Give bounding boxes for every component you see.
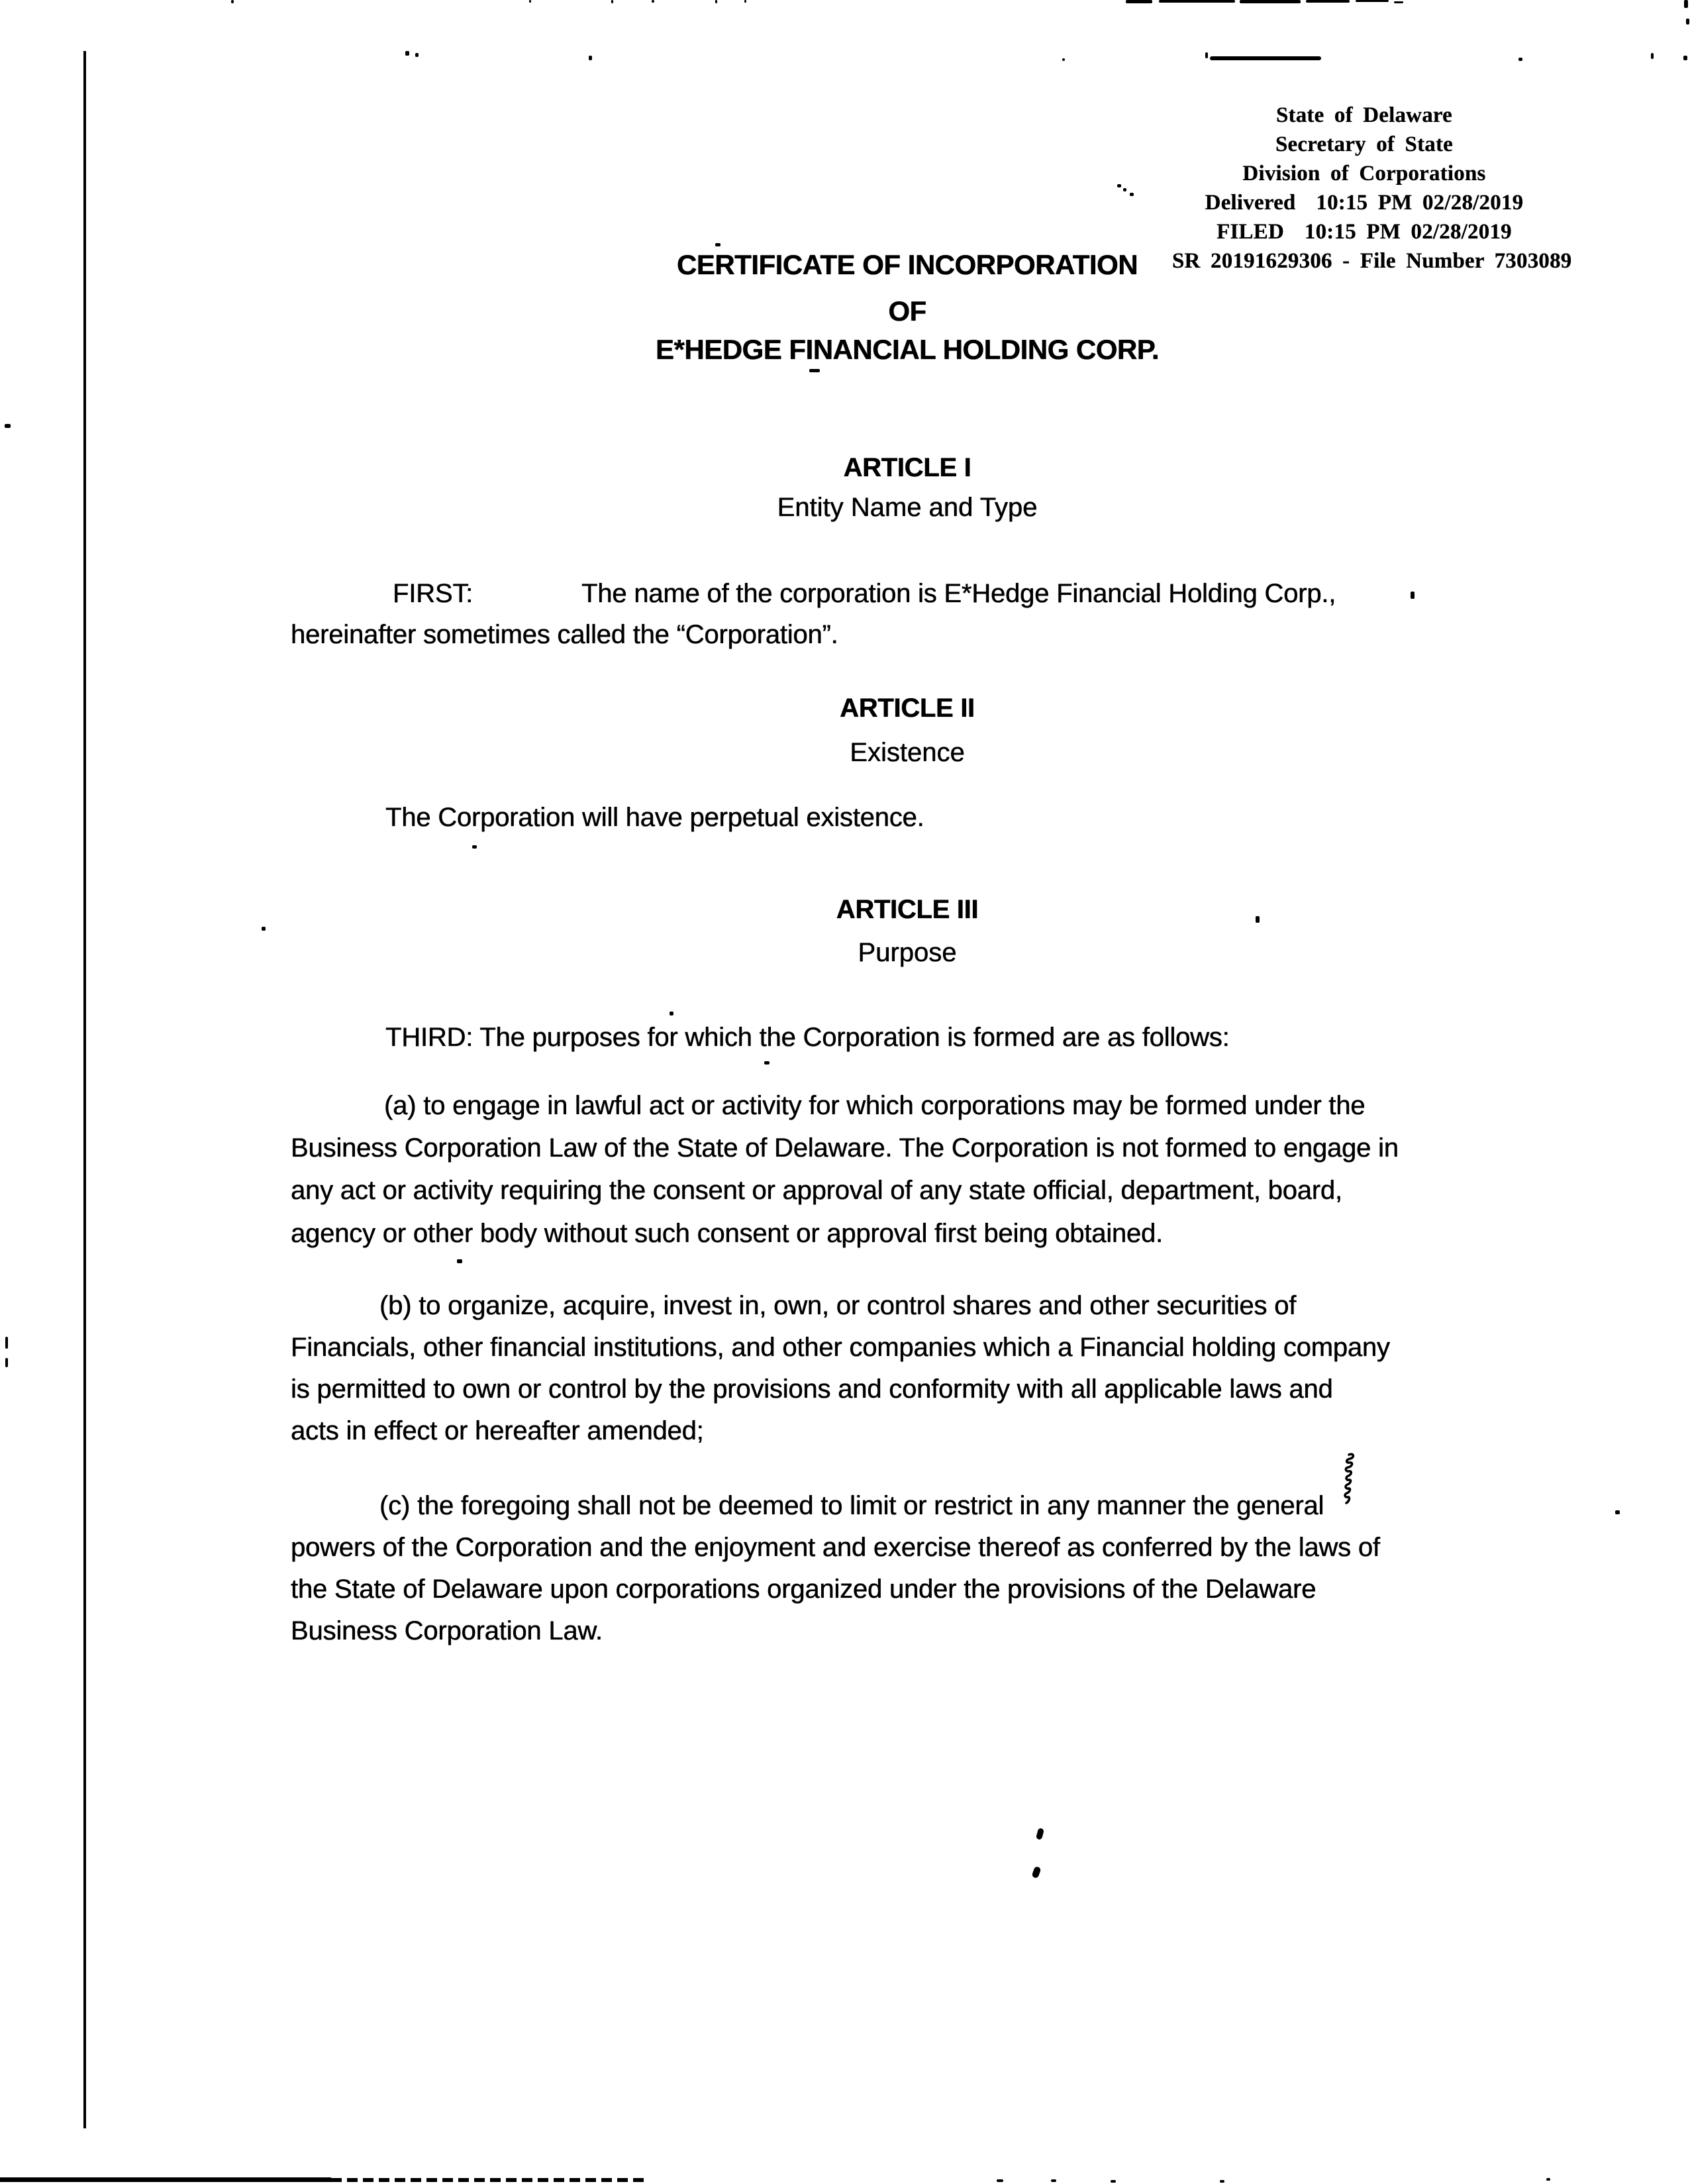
paragraph-b-line: acts in effect or hereafter amended; xyxy=(291,1416,704,1445)
scan-speck xyxy=(1411,592,1415,599)
paragraph-b-line: (b) to organize, acquire, invest in, own, or control shares and other securities of xyxy=(379,1291,1297,1320)
paragraph-first-line1 xyxy=(291,579,1336,609)
scan-edge-line-bottom-speckle xyxy=(331,2178,649,2182)
first-text: The name of the corporation is E*Hedge Financial Holding Corp., xyxy=(581,579,1336,608)
scan-speck xyxy=(1684,0,1688,8)
article2-body: The Corporation will have perpetual existence. xyxy=(385,803,924,832)
scan-speck xyxy=(652,0,654,3)
paragraph-c-line: the State of Delaware upon corporations organized under the provisions of the Delaware xyxy=(291,1575,1317,1604)
doc-title-line1: CERTIFICATE OF INCORPORATION xyxy=(676,249,1138,280)
scan-artifact-dash xyxy=(1394,1,1403,3)
scan-speck xyxy=(1686,19,1689,25)
paragraph-c-line: (c) the foregoing shall not be deemed to limit or restrict in any manner the general xyxy=(379,1491,1324,1520)
scan-speck xyxy=(715,243,721,246)
paragraph-a-line: Business Corporation Law of the State of Delaware. The Corporation is not formed to engage in xyxy=(291,1133,1399,1163)
paragraph-b-line: Financials, other financial institutions, and other companies which a Financial holding company xyxy=(291,1333,1390,1362)
article1-subheading: Entity Name and Type xyxy=(777,493,1038,522)
scan-speck xyxy=(472,845,477,849)
scan-speck xyxy=(1683,56,1687,60)
ink-squiggle-artifact xyxy=(1339,1453,1358,1506)
scan-speck xyxy=(589,56,592,60)
paragraph-first-line2: hereinafter sometimes called the “Corporation”. xyxy=(291,620,838,649)
scan-speck xyxy=(5,1337,8,1349)
scan-speck xyxy=(529,0,531,3)
stamp-line-filed: FILED 10:15 PM 02/28/2019 xyxy=(1217,220,1512,244)
first-label: FIRST: xyxy=(393,579,473,608)
article3-intro: THIRD: The purposes for which the Corporation is formed are as follows: xyxy=(385,1023,1230,1052)
scan-artifact-line xyxy=(1210,56,1321,60)
scan-speck xyxy=(1111,2180,1116,2183)
scan-speck xyxy=(1062,58,1065,61)
paragraph-c-line: powers of the Corporation and the enjoyment and exercise thereof as conferred by the laws of xyxy=(291,1533,1380,1562)
scan-speck xyxy=(1651,53,1654,59)
article2-subheading: Existence xyxy=(850,738,965,767)
doc-title-line3: E*HEDGE FINANCIAL HOLDING CORP. xyxy=(655,334,1160,365)
scan-artifact-dash xyxy=(1356,0,1389,2)
scan-artifact-dash xyxy=(1306,0,1350,3)
scan-artifact-dash xyxy=(1126,0,1152,3)
stamp-line-sr-file-number: SR 20191629306 - File Number 7303089 xyxy=(1172,249,1572,273)
article3-heading: ARTICLE III xyxy=(836,895,979,924)
stamp-line-delivered: Delivered 10:15 PM 02/28/2019 xyxy=(1205,191,1524,215)
scan-speck xyxy=(670,1012,673,1015)
scan-speck xyxy=(262,927,266,931)
scan-speck xyxy=(1518,58,1522,61)
scan-speck xyxy=(1117,184,1121,187)
paragraph-b-line: is permitted to own or control by the provisions and conformity with all applicable laws and xyxy=(291,1375,1333,1404)
scan-speck xyxy=(415,53,419,57)
article2-heading: ARTICLE II xyxy=(840,694,975,723)
scan-speck xyxy=(1546,2178,1550,2181)
paragraph-a-line: any act or activity requiring the consent or approval of any state official, department, board, xyxy=(291,1176,1342,1205)
scan-speck xyxy=(1220,2180,1224,2183)
paragraph-c-line: Business Corporation Law. xyxy=(291,1616,603,1645)
scan-speck xyxy=(231,0,234,3)
scan-artifact-dash xyxy=(1240,0,1301,3)
scan-speck xyxy=(611,0,613,3)
paragraph-a-line: (a) to engage in lawful act or activity for which corporations may be formed under the xyxy=(384,1091,1366,1120)
scan-speck xyxy=(764,1061,770,1065)
scan-artifact-dash xyxy=(1159,0,1235,3)
stamp-line-secretary: Secretary of State xyxy=(1275,132,1454,156)
scan-speck xyxy=(457,1259,462,1263)
scan-edge-line-bottom xyxy=(0,2177,331,2182)
scan-speck xyxy=(997,2179,1003,2182)
scan-speck xyxy=(744,0,746,3)
scan-speck xyxy=(5,424,11,428)
scan-speck xyxy=(1051,2179,1056,2182)
scan-speck xyxy=(1123,188,1126,191)
scan-speck xyxy=(715,0,717,3)
stamp-line-state: State of Delaware xyxy=(1275,103,1453,127)
scan-speck xyxy=(405,51,409,56)
stamp-line-division: Division of Corporations xyxy=(1242,162,1486,185)
article3-subheading: Purpose xyxy=(858,938,957,967)
doc-title-line2: OF xyxy=(888,295,926,327)
scan-speck xyxy=(1205,52,1208,58)
scan-speck xyxy=(1031,1866,1041,1879)
scan-speck xyxy=(5,1358,8,1367)
article1-heading: ARTICLE I xyxy=(843,453,971,482)
scan-speck xyxy=(1130,193,1134,196)
scan-speck xyxy=(809,369,820,372)
paragraph-a-line: agency or other body without such consent or approval first being obtained. xyxy=(291,1219,1163,1248)
scan-speck xyxy=(1036,1828,1044,1840)
scan-speck xyxy=(1615,1510,1620,1514)
